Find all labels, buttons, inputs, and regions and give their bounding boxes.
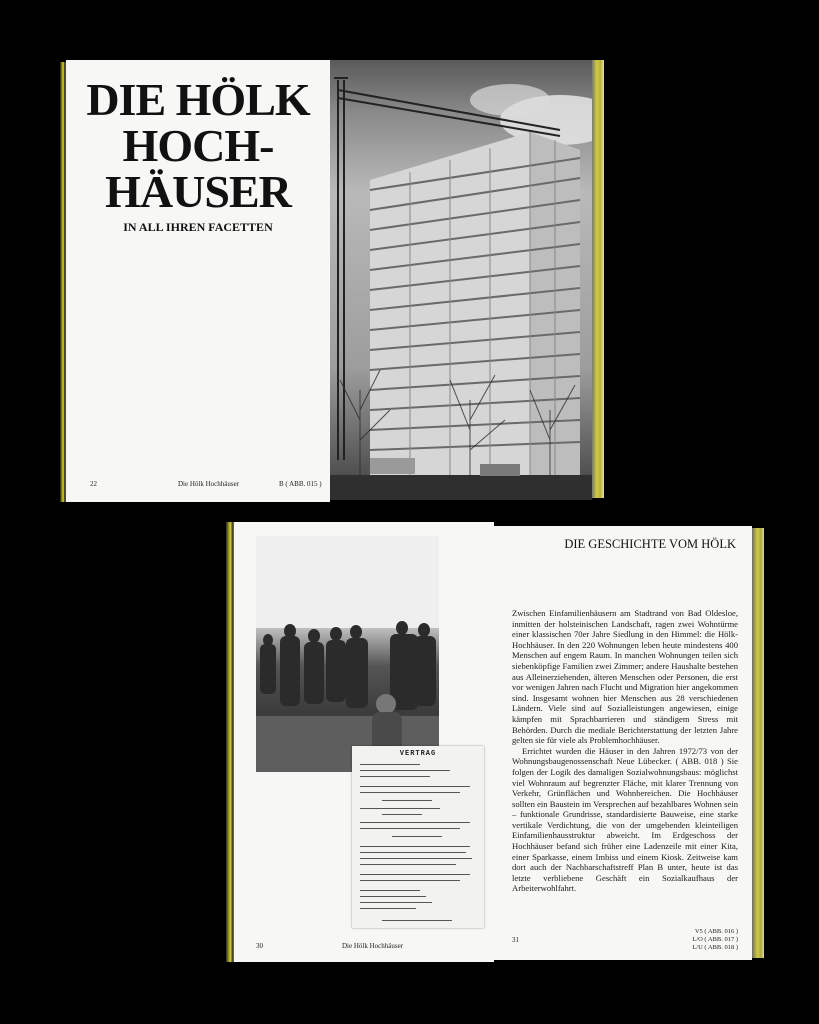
figure-refs	[692, 928, 738, 952]
paragraph-2: Errichtet wurden die Häuser in den Jahren 1972/73 von der Wohnungsbaugenossenschaft Neue Lübecker. ( ABB. 018 ) Sie folgen der Logik des damaligen Sozialwohnungsbaus: möglichst viel Wohnraum auf begrenzter Fläche, mit klarer Trennung von Verkehr, Grünflächen und Wohnbereichen. Die Hochhäuser sollten ein Baustein im Versprechen auf bezahlbares Wohnen sein – funktionale Grundrisse, standardisierte Bauweise, eine starke vertikale Verdichtung, die von der umgebenden kleinteiligen Einfamilienhausstruktur abweicht. Im Erdgeschoss der Hochhäuser befand sich früher eine Ladenzeile mit einer Kita, einer Sparkasse, einem Imbiss und einem Kiosk. Zeitweise kam dort auch der Nachbarschaftstreff Plan B unter, heute ist das letzte verbliebene Geschäft ein Sozialkaufhaus der Arbeiterwohlfahrt.	[512, 745, 738, 894]
title-page	[66, 60, 330, 502]
figure-ref-1: V5 ( ABB. 016 )	[694, 928, 738, 935]
title-line-1: DIE HÖLK	[86, 74, 310, 125]
highrise-construction-photo	[330, 60, 592, 500]
contract-title: VERTRAG	[399, 750, 437, 758]
paragraph-1: Zwischen Einfamilienhäusern am Stadtrand von Bad Oldesloe, inmitten der holsteinischen Landschaft, ragen zwei Wohntürme einer klassischen 70er Jahre Siedlung in den Himmel: die Hölk-Hochhäuser. In den 220 Wohnungen leben heute mindestens 400 Menschen auf engem Raum. In manchen Wohnungen teilen sich siebenköpfige Familien zwei Zimmer; andere Haushalte bestehen aus Alleinerziehenden, älteren Menschen oder Personen, die erst vor wenigen Jahren nach Flucht und Migration hier angekommen sind. Insgesamt wohnen hier Menschen aus 28 verschiedenen Ländern. Viele sind auf Sozialleistungen angewiesen, einige kämpfen mit Sprachbarrieren und ständigem Stress mit Behörden. Durch die mediale Berichterstattung der letzten Jahre gelten sie für viele als Problemhochhäuser.	[512, 608, 738, 746]
page-31	[494, 526, 752, 960]
title-line-3: HÄUSER	[105, 166, 291, 217]
crowd-illustration	[256, 536, 439, 772]
figure-ref-3: L/U ( ABB. 018 )	[692, 944, 738, 951]
footer-title: Die Hölk Hochhäuser	[178, 480, 240, 488]
footer-figure-ref: B ( ABB. 015 )	[279, 480, 322, 488]
subtitle: IN ALL IHREN FACETTEN	[123, 220, 273, 234]
page-number-30: 30	[256, 942, 263, 950]
page-number-31: 31	[512, 936, 519, 944]
figure-ref-2: L/O ( ABB. 017 )	[692, 936, 738, 943]
crowd-photo	[256, 536, 439, 772]
bottom-footer-title: Die Hölk Hochhäuser	[342, 942, 404, 950]
page-30	[234, 522, 494, 962]
page-number-22: 22	[90, 480, 97, 488]
body-text	[512, 608, 738, 894]
bottom-right-page-edge	[752, 528, 764, 958]
title-line-2: HOCH-	[122, 120, 274, 171]
chapter-heading: DIE GESCHICHTE VOM HÖLK	[564, 537, 736, 551]
contract-document	[352, 746, 484, 928]
right-page-edge	[592, 60, 604, 498]
highrise-illustration	[330, 60, 592, 500]
